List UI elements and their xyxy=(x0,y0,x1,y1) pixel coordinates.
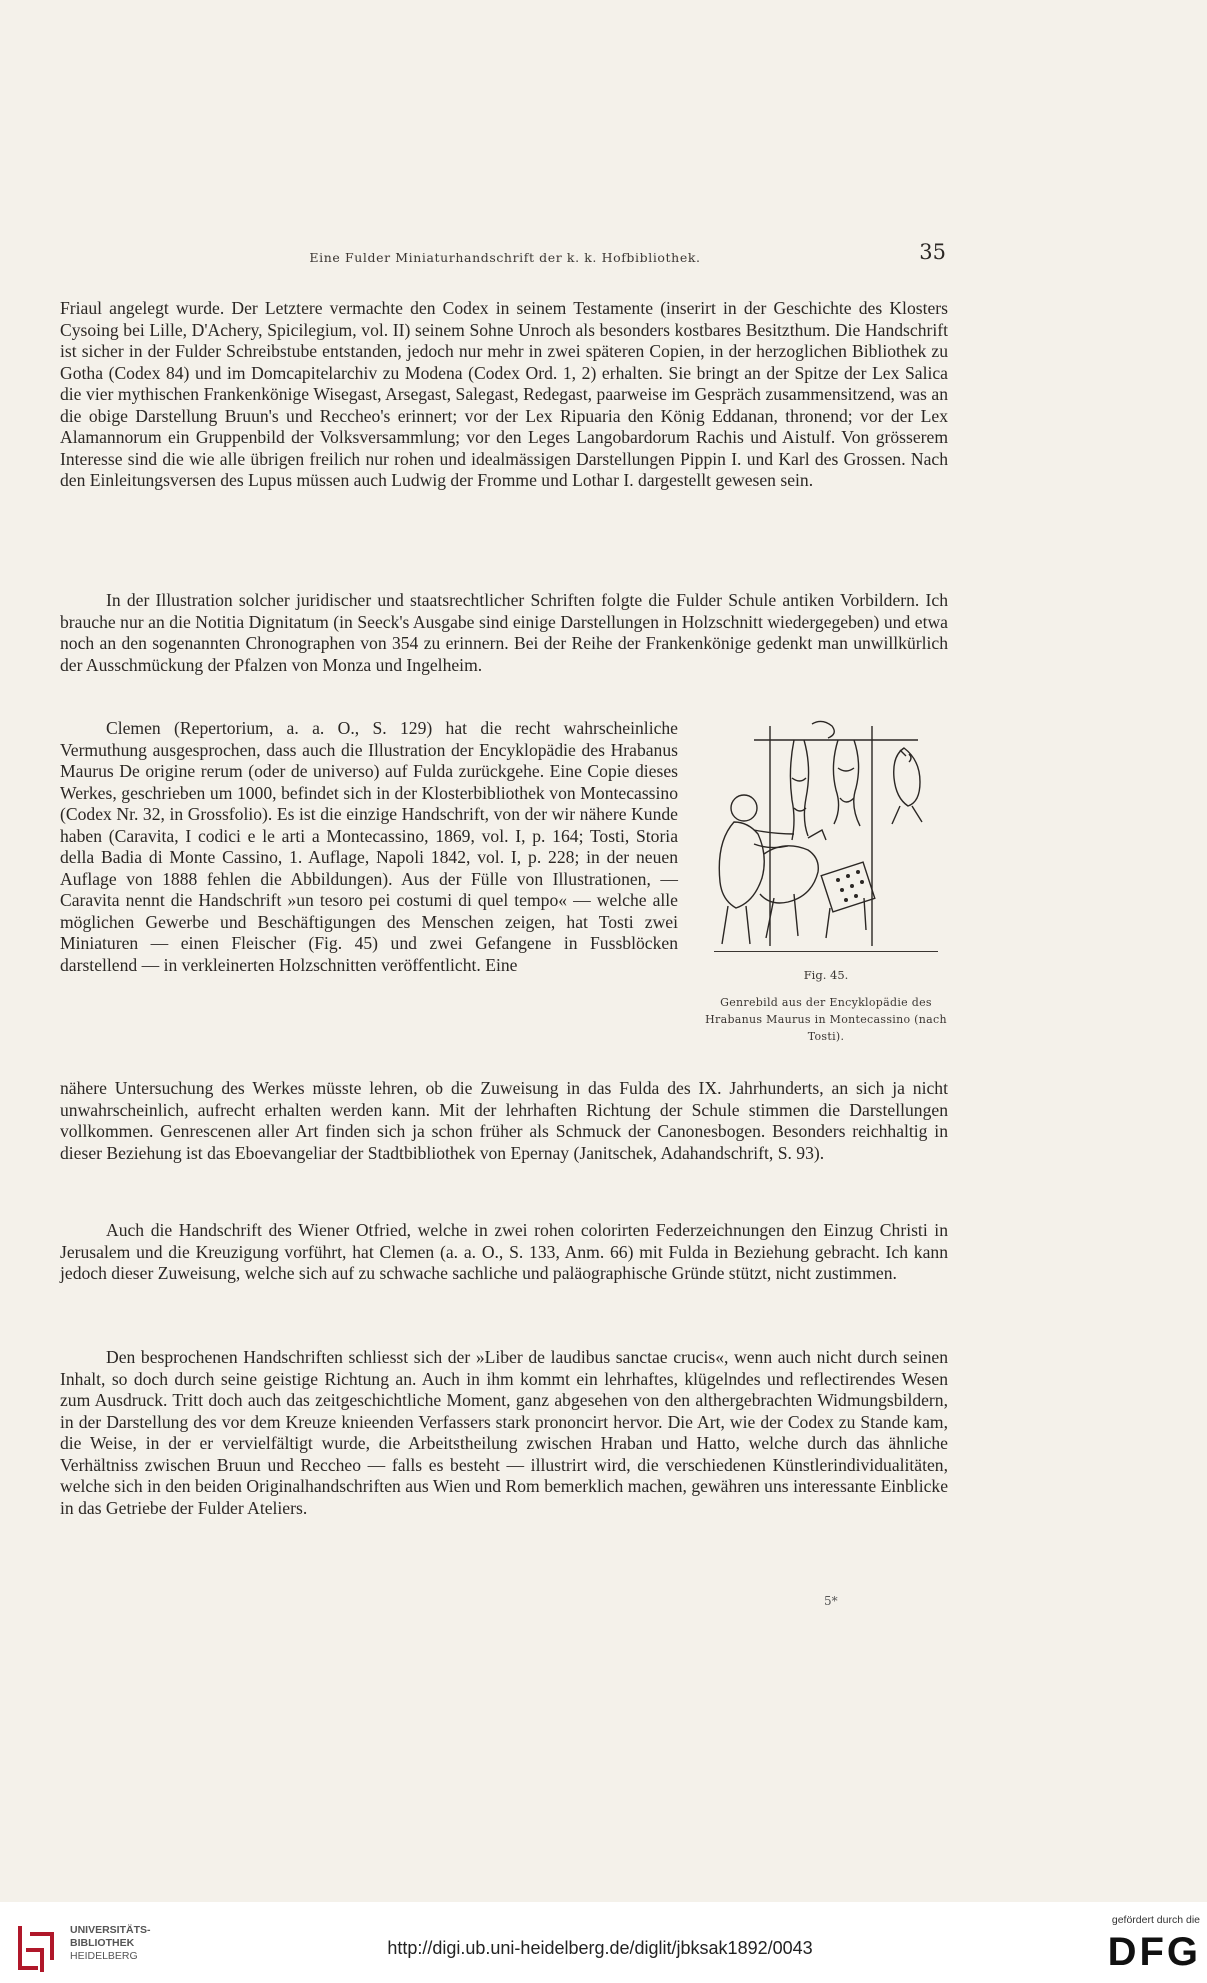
institution-line-1: UNIVERSITÄTS- xyxy=(70,1924,151,1936)
carcass-right xyxy=(833,740,860,826)
hanging-bird xyxy=(894,748,920,806)
dfg-logo[interactable]: DFG xyxy=(1107,1930,1201,1974)
paragraph-1: Friaul angelegt wurde. Der Letztere vermachte den Codex in seinem Testamente (inserirt in der Geschichte des Klosters Cysoing bei Lille, D'Achery, Spicilegium, vol. II) seinem Sohne Unroch als besonders kostbares Besitzthum. Die Handschrift ist sicher in der Fulder Schreibstube entstanden, jedoch nur mehr in zwei späteren Copien, in der herzoglichen Bibliothek zu Gotha (Codex 84) und im Domcapitelarchiv zu Modena (Codex Ord. 1, 2) erhalten. Sie bringt an der Spitze der Lex Salica die vier mythischen Frankenkönige Wisegast, Arsegast, Salegast, Redegast, paarweise im Gespräch zusammensitzend, was an die obige Darstellung Bruun's und Reccheo's erinnert; vor der Lex Ripuaria den König Eddanan, thronend; vor der Lex Alamannorum ein Gruppenbild der Volksversammlung; vor den Leges Langobardorum Rachis und Aistulf. Von grösserem Interesse sind die wie alle übrigen freilich nur rohen und idealmässigen Darstellungen Pippin I. und Karl des Grossen. Nach den Einleitungsversen des Lupus müssen auch Ludwig der Fromme und Lothar I. dargestellt gewesen sein. xyxy=(60,298,948,490)
funded-by-label: gefördert durch die xyxy=(1111,1914,1200,1926)
chopping-block xyxy=(821,862,875,912)
ub-heidelberg-logo-icon[interactable] xyxy=(12,1920,64,1976)
butcher-woodcut-illustration xyxy=(704,718,948,954)
knot xyxy=(812,721,834,738)
institution-name xyxy=(70,1924,151,1963)
paragraph-2: In der Illustration solcher juridischer und staatsrechtlicher Schriften folgte die Fulder Schule antiken Vorbildern. Ich brauche nur an die Notitia Dignitatum (in Seeck's Ausgabe sind einige Darstellungen in Holzschnitt wiedergegeben) und etwa noch an den sogenannten Chronographen von 354 zu erinnern. Bei der Reihe der Frankenkönige gedenkt man unwillkürlich der Ausschmückung der Pfalzen von Monza und Ingelheim. xyxy=(60,590,948,675)
figure-rule xyxy=(714,951,938,952)
paragraph-3-continuation: nähere Untersuchung des Werkes müsste lehren, ob die Zuweisung in das Fulda des IX. Jahrhunderts, an sich ja nicht unwahrscheinlich, aufrecht erhalten werden kann. Mit der lehrhaften Richtung der Schule stimmen die Darstellungen vollkommen. Genrescenen aller Art finden sich ja schon früher als Schmuck der Canonesbogen. Besonders reichhaltig in dieser Beziehung ist das Eboevangeliar der Stadtbibliothek von Epernay (Janitschek, Adahandschrift, S. 93). xyxy=(60,1078,948,1163)
paragraph-5: Den besprochenen Handschriften schliesst sich der »Liber de laudibus sanctae crucis«, wenn auch nicht durch seinen Inhalt, so doch durch seine geistige Richtung an. Auch in ihm kommt ein lehrhaftes, klügelndes und reflectirendes Wesen zum Ausdruck. Tritt doch auch das zeitgeschichtliche Moment, ganz abgesehen von den althergebrachten Widmungsbildern, in der Darstellung des vor dem Kreuze knieenden Verfassers stark prononcirt hervor. Die Art, wie der Codex zu Stande kam, die Weise, in der er vervielfältigt wurde, die Arbeitstheilung zwischen Hraban und Hatto, welche durch das ähnliche Verhältniss zwischen Bruun und Reccheo — falls es besteht — illustrirt wird, die verschiedenen Künstlerindividualitäten, welche sich in den beiden Originalhandschriften aus Wien und Rom bemerklich machen, gewähren uns interessante Einblicke in das Getriebe der Fulder Ateliers. xyxy=(60,1347,948,1518)
animal xyxy=(760,846,818,903)
paragraph-4: Auch die Handschrift des Wiener Otfried, welche in zwei rohen colorirten Federzeichnungen den Einzug Christi in Jerusalem und die Kreuzigung vorführt, hat Clemen (a. a. O., S. 133, Anm. 66) mit Fulda in Beziehung gebracht. Ich kann jedoch dieser Zuweisung, welche sich auf zu schwache sachliche und paläographische Gründe stützt, nicht zustimmen. xyxy=(60,1220,948,1283)
institution-line-3: HEIDELBERG xyxy=(70,1950,138,1962)
paragraph-3: Clemen (Repertorium, a. a. O., S. 129) hat die recht wahrscheinliche Vermuthung ausgesprochen, dass auch die Illustration der Encyklopädie des Hrabanus Maurus De origine rerum (oder de universo) auf Fulda zurückgehe. Eine Copie dieses Werkes, geschrieben um 1000, befindet sich in der Klosterbibliothek von Montecassino (Codex Nr. 32, in Grossfolio). Es ist die einzige Handschrift, von der wir nähere Kunde haben (Caravita, I codici e le arti a Montecassino, 1869, vol. I, p. 164; Tosti, Storia della Badia di Monte Cassino, 1. Auflage, Napoli 1842, vol. I, p. 228; in der neuen Auflage von 1888 fehlen die Abbildungen). Aus der Fülle von Illustrationen, — Caravita nennt die Handschrift »un tesoro pei costumi di quel tempo« — welche alle möglichen Gewerbe und Beschäftigungen des Menschen zeigen, hat Tosti zwei Miniaturen — einen Fleischer (Fig. 45) und zwei Gefangene in Fussblöcken darstellend — in verkleinerten Holzschnitten veröffentlicht. Eine xyxy=(60,718,678,975)
signature-mark: 5* xyxy=(824,1594,838,1608)
butcher-body xyxy=(719,822,764,908)
figure-caption: Genrebild aus der Encyklopädie des Hrabanus Maurus in Montecassino (nach Tosti). xyxy=(705,996,947,1043)
carcass-left xyxy=(790,740,808,840)
permalink-url[interactable]: http://digi.ub.uni-heidelberg.de/diglit/jbksak1892/0043 xyxy=(387,1938,813,1958)
page-number: 35 xyxy=(919,240,946,264)
institution-line-2: BIBLIOTHEK xyxy=(70,1937,135,1949)
running-head: Eine Fulder Miniaturhandschrift der k. k. Hofbibliothek. xyxy=(309,250,701,265)
butcher-head xyxy=(731,795,757,821)
footer-bar xyxy=(0,1902,1207,1983)
figure-label: Fig. 45. xyxy=(803,968,849,982)
